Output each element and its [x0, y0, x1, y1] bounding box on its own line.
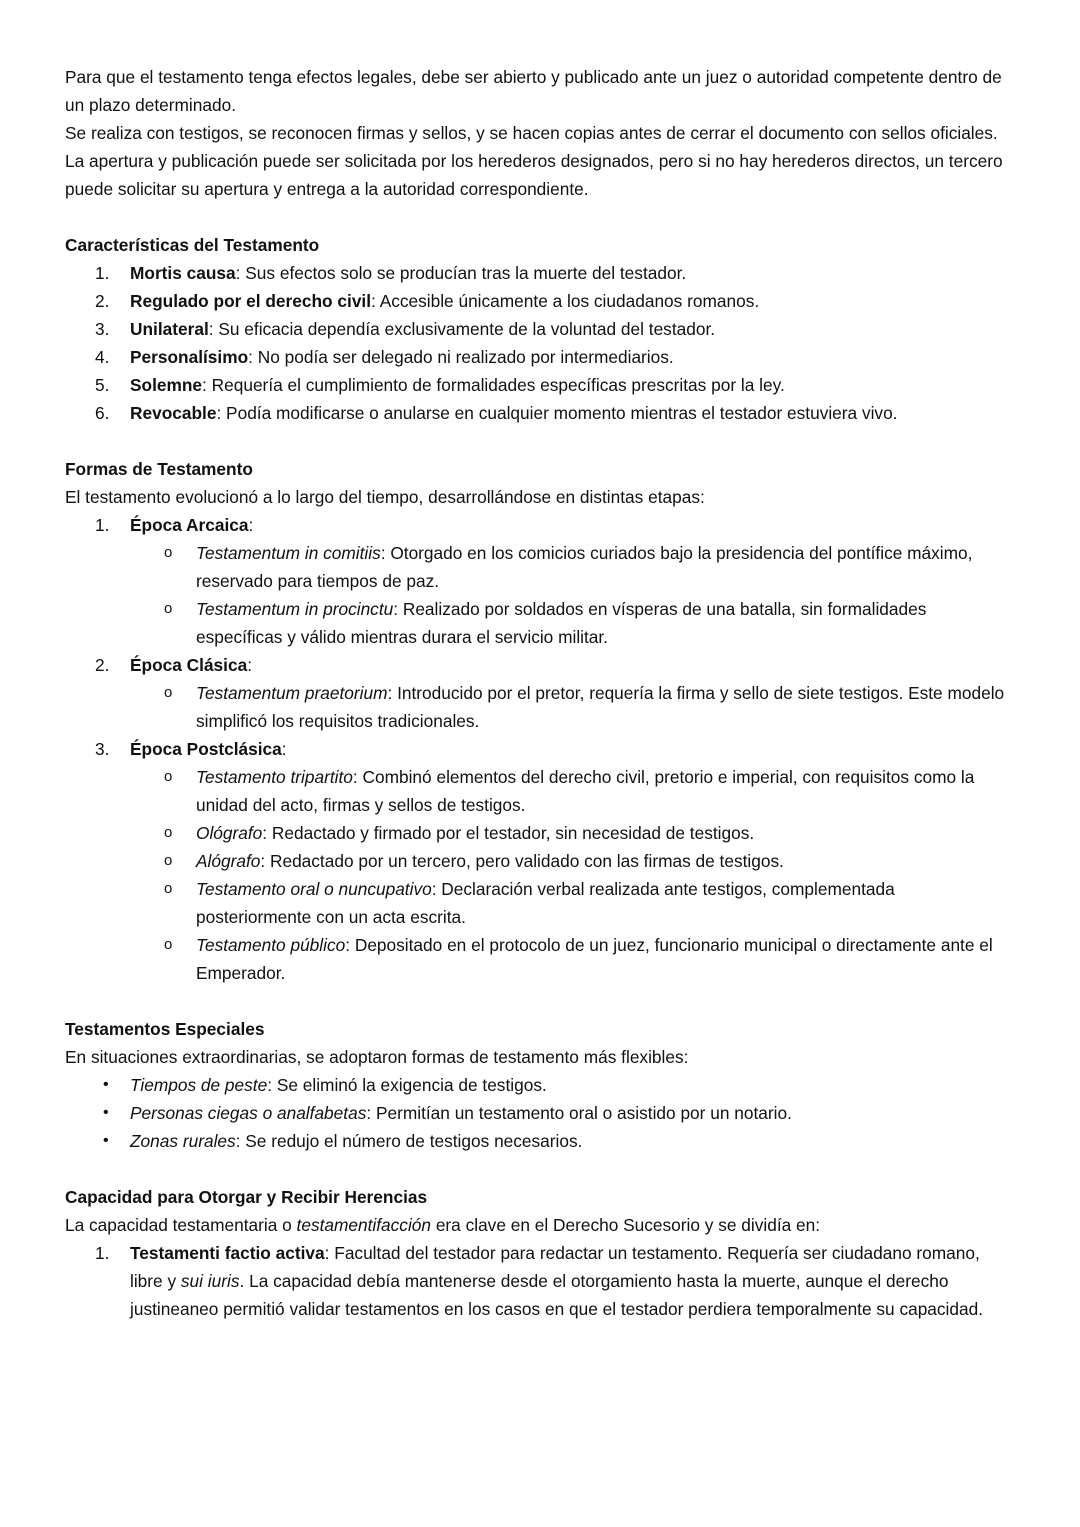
sublist-item [65, 819, 1005, 847]
spacer [65, 203, 1005, 231]
item-term: Solemne [130, 375, 203, 395]
item-term: Personalísimo [130, 347, 249, 367]
list-item [65, 1071, 1005, 1099]
item-term: Revocable [130, 403, 217, 423]
epoca-item [65, 511, 1005, 539]
list-item [65, 1099, 1005, 1127]
circle-bullet-icon: o [164, 544, 173, 561]
item-italic: sui iuris [180, 1271, 240, 1291]
item-text: : Requería el cumplimiento de formalidades específicas prescritas por la ley. [202, 375, 785, 395]
item-term: Mortis causa [130, 263, 236, 283]
list-item [65, 287, 1005, 315]
list-number: 4. [95, 347, 110, 367]
sublist-item [65, 679, 1005, 735]
list-item [65, 371, 1005, 399]
bullet-icon: • [103, 1104, 109, 1121]
list-item [65, 315, 1005, 343]
intro-paragraph-1: Para que el testamento tenga efectos legales, debe ser abierto y publicado ante un juez o autoridad competente dentro de un plazo determinado. [65, 67, 1002, 115]
item-text: : Se eliminó la exigencia de testigos. [267, 1075, 547, 1095]
item-text: : Combinó elementos del derecho civil, pretorio e imperial, con requisitos como la unidad del acto, firmas y sellos de testigos. [196, 767, 975, 815]
item-text: : Se redujo el número de testigos necesarios. [235, 1131, 583, 1151]
capacidad-intro [65, 1211, 1005, 1239]
item-text: : Redactado y firmado por el testador, sin necesidad de testigos. [262, 823, 755, 843]
list-number: 3. [95, 739, 110, 759]
capacidad-list [65, 1239, 1005, 1323]
list-number: 2. [95, 291, 110, 311]
spacer [65, 1155, 1005, 1183]
epoca-term: Época Arcaica [130, 515, 249, 535]
list-number: 6. [95, 403, 110, 423]
circle-bullet-icon: o [164, 600, 173, 617]
item-term: Testamento público [196, 935, 346, 955]
sublist-item [65, 763, 1005, 819]
section-heading-caracteristicas: Características del Testamento [65, 235, 320, 255]
especiales-intro: En situaciones extraordinarias, se adoptaron formas de testamento más flexibles: [65, 1047, 689, 1067]
sublist-item [65, 875, 1005, 931]
epoca-suffix: : [281, 739, 287, 759]
item-text: : Facultad del testador para redactar un testamento. Requería ser ciudadano romano, libre y [130, 1243, 980, 1291]
intro-paragraph-3: La apertura y publicación puede ser solicitada por los herederos designados, pero si no hay herederos directos, un tercero puede solicitar su apertura y entrega a la autoridad correspondiente. [65, 151, 1003, 199]
epocas-list [65, 735, 1005, 763]
item-text: : Podía modificarse o anularse en cualquier momento mientras el testador estuviera vivo. [216, 403, 898, 423]
item-term: Testamento oral o nuncupativo [196, 879, 432, 899]
item-term: Ológrafo [196, 823, 263, 843]
epoca-suffix: : [248, 515, 254, 535]
item-text: : Accesible únicamente a los ciudadanos romanos. [371, 291, 760, 311]
item-term: Testamenti factio activa [130, 1243, 325, 1263]
item-term: Personas ciegas o analfabetas [130, 1103, 367, 1123]
circle-bullet-icon: o [164, 824, 173, 841]
list-number: 1. [95, 1243, 110, 1263]
item-text: : No podía ser delegado ni realizado por intermediarios. [248, 347, 674, 367]
section-heading-especiales: Testamentos Especiales [65, 1019, 265, 1039]
epoca-item [65, 735, 1005, 763]
item-term: Testamentum praetorium [196, 683, 388, 703]
spacer [65, 427, 1005, 455]
sublist-item [65, 595, 1005, 651]
item-text: : Su eficacia dependía exclusivamente de la voluntad del testador. [208, 319, 716, 339]
sublist-item [65, 847, 1005, 875]
item-text: : Realizado por soldados en vísperas de una batalla, sin formalidades específicas y válido mientras durara el servicio militar. [196, 599, 927, 647]
item-term: Regulado por el derecho civil [130, 291, 372, 311]
list-item [65, 1127, 1005, 1155]
spacer [65, 987, 1005, 1015]
item-term: Testamento tripartito [196, 767, 353, 787]
circle-bullet-icon: o [164, 768, 173, 785]
sublist-item [65, 539, 1005, 595]
epoca-sublist [65, 679, 1005, 735]
bullet-icon: • [103, 1076, 109, 1093]
item-term: Zonas rurales [130, 1131, 236, 1151]
item-text: : Introducido por el pretor, requería la firma y sello de siete testigos. Este modelo simplificó los requisitos tradicionales. [196, 683, 1005, 731]
intro-text: La capacidad testamentaria o [65, 1215, 297, 1235]
list-item [65, 259, 1005, 287]
epocas-list [65, 511, 1005, 539]
circle-bullet-icon: o [164, 936, 173, 953]
item-term: Testamentum in comitiis [196, 543, 381, 563]
item-text: : Depositado en el protocolo de un juez, funcionario municipal o directamente ante el Emperador. [196, 935, 993, 983]
item-text: : Otorgado en los comicios curiados bajo la presidencia del pontífice máximo, reservado para tiempos de paz. [196, 543, 973, 591]
document-page [65, 63, 1005, 1323]
epoca-sublist [65, 539, 1005, 651]
circle-bullet-icon: o [164, 852, 173, 869]
section-heading-capacidad: Capacidad para Otorgar y Recibir Herencias [65, 1187, 428, 1207]
list-number: 1. [95, 263, 110, 283]
list-item [65, 399, 1005, 427]
item-text: : Sus efectos solo se producían tras la muerte del testador. [235, 263, 687, 283]
bullet-icon: • [103, 1132, 109, 1149]
intro-paragraph-2: Se realiza con testigos, se reconocen firmas y sellos, y se hacen copias antes de cerrar el documento con sellos oficiales. [65, 123, 998, 143]
especiales-list [65, 1071, 1005, 1155]
epoca-sublist [65, 763, 1005, 987]
item-term: Alógrafo [196, 851, 261, 871]
epoca-suffix: : [247, 655, 253, 675]
sublist-item [65, 931, 1005, 987]
list-number: 1. [95, 515, 110, 535]
epoca-item [65, 651, 1005, 679]
circle-bullet-icon: o [164, 880, 173, 897]
list-number: 3. [95, 319, 110, 339]
item-term: Unilateral [130, 319, 209, 339]
formas-intro: El testamento evolucionó a lo largo del tiempo, desarrollándose en distintas etapas: [65, 487, 705, 507]
item-text: : Redactado por un tercero, pero validado con las firmas de testigos. [260, 851, 784, 871]
epoca-term: Época Postclásica [130, 739, 282, 759]
caracteristicas-list [65, 259, 1005, 427]
item-text: . La capacidad debía mantenerse desde el otorgamiento hasta la muerte, aunque el derecho justineaneo permitió validar testamentos en los casos en que el testador perdiera temporalmente su capacidad. [130, 1271, 984, 1319]
list-number: 5. [95, 375, 110, 395]
item-term: Tiempos de peste [130, 1075, 268, 1095]
section-heading-formas: Formas de Testamento [65, 459, 253, 479]
list-item [65, 1239, 1005, 1323]
list-item [65, 343, 1005, 371]
epocas-list [65, 651, 1005, 679]
circle-bullet-icon: o [164, 684, 173, 701]
item-text: : Permitían un testamento oral o asistido por un notario. [366, 1103, 792, 1123]
intro-term: testamentifacción [296, 1215, 432, 1235]
intro-text: era clave en el Derecho Sucesorio y se dividía en: [431, 1215, 821, 1235]
item-term: Testamentum in procinctu [196, 599, 394, 619]
item-text: : Declaración verbal realizada ante testigos, complementada posteriormente con un acta escrita. [196, 879, 895, 927]
epoca-term: Época Clásica [130, 655, 248, 675]
list-number: 2. [95, 655, 110, 675]
